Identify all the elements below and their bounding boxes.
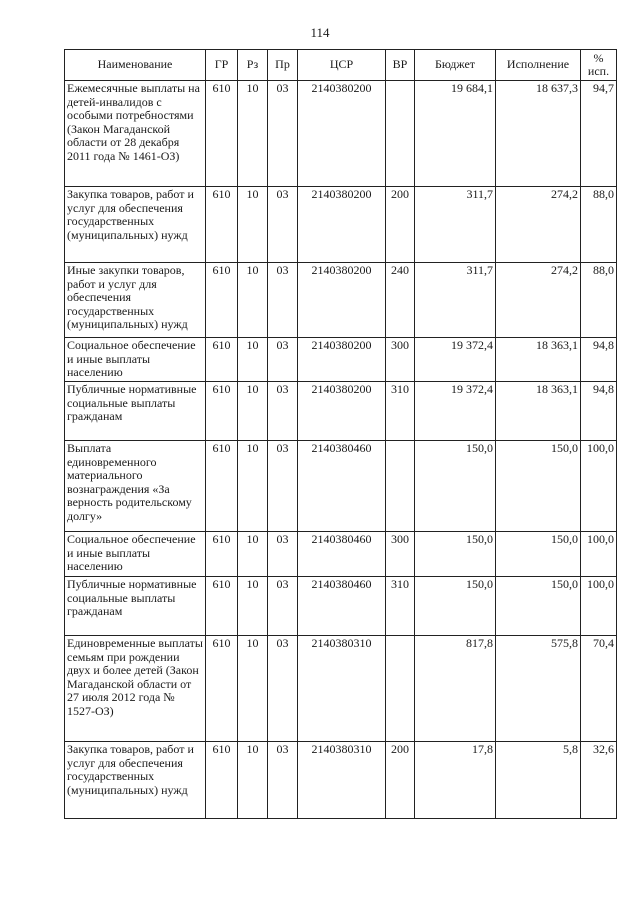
row-pr: 03 bbox=[268, 577, 298, 636]
row-csr: 2140380200 bbox=[298, 263, 386, 338]
row-csr: 2140380460 bbox=[298, 577, 386, 636]
header-name: Наименование bbox=[65, 50, 206, 81]
row-pr: 03 bbox=[268, 187, 298, 263]
row-budget: 150,0 bbox=[415, 441, 496, 532]
row-execution: 18 363,1 bbox=[496, 382, 581, 441]
table-row bbox=[65, 338, 617, 382]
row-vr: 310 bbox=[386, 577, 415, 636]
row-pr: 03 bbox=[268, 532, 298, 577]
row-budget: 311,7 bbox=[415, 187, 496, 263]
row-rz: 10 bbox=[238, 81, 268, 187]
row-budget: 19 372,4 bbox=[415, 338, 496, 382]
row-rz: 10 bbox=[238, 263, 268, 338]
row-budget: 17,8 bbox=[415, 742, 496, 819]
row-name: Выплата единовременного материального вознаграждения «За верность родительскому долгу» bbox=[65, 441, 206, 532]
row-vr: 300 bbox=[386, 532, 415, 577]
row-vr bbox=[386, 441, 415, 532]
row-csr: 2140380200 bbox=[298, 81, 386, 187]
row-budget: 817,8 bbox=[415, 636, 496, 742]
row-execution: 18 637,3 bbox=[496, 81, 581, 187]
row-gr: 610 bbox=[206, 532, 238, 577]
row-rz: 10 bbox=[238, 338, 268, 382]
row-csr: 2140380310 bbox=[298, 742, 386, 819]
row-pr: 03 bbox=[268, 636, 298, 742]
row-gr: 610 bbox=[206, 441, 238, 532]
row-name: Публичные нормативные социальные выплаты гражданам bbox=[65, 577, 206, 636]
page-number: 114 bbox=[310, 25, 330, 40]
row-vr: 300 bbox=[386, 338, 415, 382]
row-rz: 10 bbox=[238, 441, 268, 532]
row-budget: 150,0 bbox=[415, 577, 496, 636]
row-name: Ежемесячные выплаты на детей-инвалидов с особыми потребностями (Закон Магаданской области от 28 декабря 2011 года № 1461-ОЗ) bbox=[65, 81, 206, 187]
header-gr: ГР bbox=[206, 50, 238, 81]
table-row bbox=[65, 187, 617, 263]
row-csr: 2140380460 bbox=[298, 441, 386, 532]
table-row bbox=[65, 532, 617, 577]
row-csr: 2140380200 bbox=[298, 382, 386, 441]
table-row bbox=[65, 441, 617, 532]
row-name: Закупка товаров, работ и услуг для обеспечения государственных (муниципальных) нужд bbox=[65, 187, 206, 263]
row-vr: 200 bbox=[386, 742, 415, 819]
row-name: Закупка товаров, работ и услуг для обеспечения государственных (муниципальных) нужд bbox=[65, 742, 206, 819]
table-row bbox=[65, 577, 617, 636]
header-execution: Исполнение bbox=[496, 50, 581, 81]
row-name: Иные закупки товаров, работ и услуг для обеспечения государственных (муниципальных) нужд bbox=[65, 263, 206, 338]
row-budget: 19 684,1 bbox=[415, 81, 496, 187]
row-percent: 100,0 bbox=[581, 577, 617, 636]
row-execution: 274,2 bbox=[496, 263, 581, 338]
row-vr bbox=[386, 81, 415, 187]
row-vr: 240 bbox=[386, 263, 415, 338]
row-percent: 100,0 bbox=[581, 441, 617, 532]
row-pr: 03 bbox=[268, 263, 298, 338]
row-budget: 311,7 bbox=[415, 263, 496, 338]
row-execution: 274,2 bbox=[496, 187, 581, 263]
row-name: Публичные нормативные социальные выплаты гражданам bbox=[65, 382, 206, 441]
header-csr: ЦСР bbox=[298, 50, 386, 81]
row-percent: 100,0 bbox=[581, 532, 617, 577]
row-percent: 88,0 bbox=[581, 187, 617, 263]
table-row bbox=[65, 636, 617, 742]
row-execution: 575,8 bbox=[496, 636, 581, 742]
row-execution: 150,0 bbox=[496, 532, 581, 577]
row-gr: 610 bbox=[206, 577, 238, 636]
row-gr: 610 bbox=[206, 382, 238, 441]
row-csr: 2140380200 bbox=[298, 338, 386, 382]
header-vr: ВР bbox=[386, 50, 415, 81]
row-name: Социальное обеспечение и иные выплаты населению bbox=[65, 532, 206, 577]
row-rz: 10 bbox=[238, 532, 268, 577]
row-gr: 610 bbox=[206, 636, 238, 742]
row-name: Социальное обеспечение и иные выплаты населению bbox=[65, 338, 206, 382]
row-pr: 03 bbox=[268, 338, 298, 382]
row-gr: 610 bbox=[206, 742, 238, 819]
row-vr: 200 bbox=[386, 187, 415, 263]
row-rz: 10 bbox=[238, 636, 268, 742]
row-execution: 150,0 bbox=[496, 441, 581, 532]
row-percent: 94,7 bbox=[581, 81, 617, 187]
row-pr: 03 bbox=[268, 81, 298, 187]
row-rz: 10 bbox=[238, 382, 268, 441]
row-vr: 310 bbox=[386, 382, 415, 441]
row-execution: 18 363,1 bbox=[496, 338, 581, 382]
row-percent: 88,0 bbox=[581, 263, 617, 338]
row-gr: 610 bbox=[206, 187, 238, 263]
row-rz: 10 bbox=[238, 187, 268, 263]
row-percent: 94,8 bbox=[581, 338, 617, 382]
row-gr: 610 bbox=[206, 81, 238, 187]
header-rz: Рз bbox=[238, 50, 268, 81]
row-gr: 610 bbox=[206, 263, 238, 338]
row-pr: 03 bbox=[268, 382, 298, 441]
table-row bbox=[65, 382, 617, 441]
budget-execution-table bbox=[64, 49, 617, 819]
row-percent: 70,4 bbox=[581, 636, 617, 742]
row-csr: 2140380310 bbox=[298, 636, 386, 742]
row-execution: 150,0 bbox=[496, 577, 581, 636]
header-percent: % исп. bbox=[581, 50, 617, 81]
row-rz: 10 bbox=[238, 742, 268, 819]
row-execution: 5,8 bbox=[496, 742, 581, 819]
table-row bbox=[65, 263, 617, 338]
table-row bbox=[65, 81, 617, 187]
row-gr: 610 bbox=[206, 338, 238, 382]
row-csr: 2140380460 bbox=[298, 532, 386, 577]
row-budget: 150,0 bbox=[415, 532, 496, 577]
row-percent: 32,6 bbox=[581, 742, 617, 819]
row-vr bbox=[386, 636, 415, 742]
row-budget: 19 372,4 bbox=[415, 382, 496, 441]
row-csr: 2140380200 bbox=[298, 187, 386, 263]
row-percent: 94,8 bbox=[581, 382, 617, 441]
table-row bbox=[65, 742, 617, 819]
row-name: Единовременные выплаты семьям при рождении двух и более детей (Закон Магаданской области от 27 июля 2012 года № 1527-ОЗ) bbox=[65, 636, 206, 742]
row-pr: 03 bbox=[268, 742, 298, 819]
table-header-row bbox=[65, 50, 617, 81]
header-pr: Пр bbox=[268, 50, 298, 81]
row-pr: 03 bbox=[268, 441, 298, 532]
row-rz: 10 bbox=[238, 577, 268, 636]
header-budget: Бюджет bbox=[415, 50, 496, 81]
